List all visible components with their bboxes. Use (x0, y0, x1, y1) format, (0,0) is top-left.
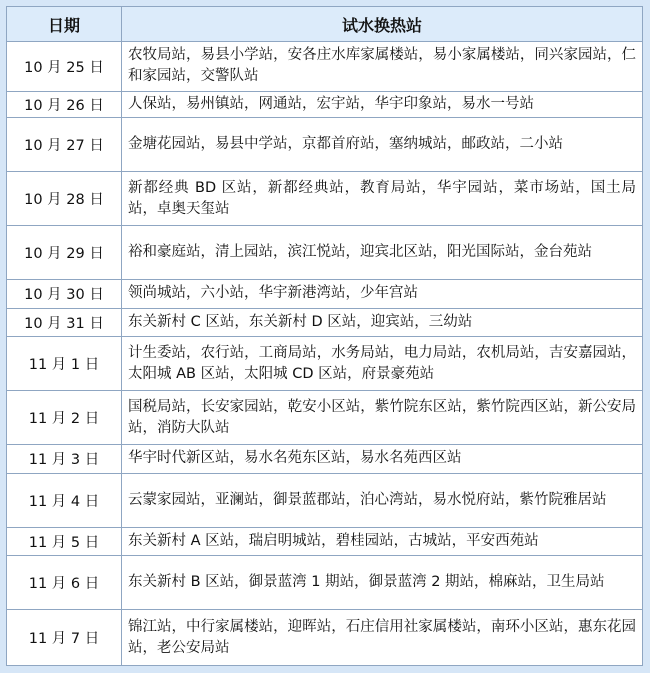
table-row (7, 118, 643, 172)
table-row (7, 556, 643, 610)
row-stations: 云蒙家园站，亚澜站，御景蓝郡站，泊心湾站，易水悦府站，紫竹院雅居站 (122, 473, 643, 527)
row-date: 11 月 1 日 (7, 337, 122, 391)
row-stations: 东关新村 A 区站，瑞启明城站，碧桂园站，古城站，平安西苑站 (122, 527, 643, 556)
row-stations: 裕和豪庭站，清上园站，滨江悦站，迎宾北区站，阳光国际站，金台苑站 (122, 225, 643, 279)
column-header-date: 日期 (7, 7, 122, 42)
row-date: 10 月 25 日 (7, 42, 122, 92)
row-stations: 东关新村 C 区站，东关新村 D 区站，迎宾站，三幼站 (122, 308, 643, 337)
row-stations: 领尚城站，六小站，华宇新港湾站，少年宫站 (122, 279, 643, 308)
row-date: 10 月 27 日 (7, 118, 122, 172)
row-date: 11 月 5 日 (7, 527, 122, 556)
row-date: 10 月 31 日 (7, 308, 122, 337)
table-row (7, 391, 643, 445)
row-date: 11 月 6 日 (7, 556, 122, 610)
row-stations: 新都经典 BD 区站，新都经典站，教育局站，华宇园站，菜市场站，国土局站，卓奥天玺站 (122, 172, 643, 226)
row-stations: 东关新村 B 区站，御景蓝湾 1 期站，御景蓝湾 2 期站，棉麻站，卫生局站 (122, 556, 643, 610)
table-header-row (7, 7, 643, 42)
row-date: 11 月 2 日 (7, 391, 122, 445)
row-stations: 锦江站，中行家属楼站，迎晖站，石庄信用社家属楼站，南环小区站，惠东花园站，老公安局站 (122, 610, 643, 666)
column-header-stations: 试水换热站 (122, 7, 643, 42)
table-row (7, 444, 643, 473)
schedule-panel (6, 6, 643, 666)
row-stations: 金塘花园站，易县中学站，京都首府站，塞纳城站，邮政站，二小站 (122, 118, 643, 172)
table-row (7, 610, 643, 666)
row-date: 11 月 4 日 (7, 473, 122, 527)
table-row (7, 279, 643, 308)
table-row (7, 172, 643, 226)
row-stations: 人保站，易州镇站，网通站，宏宇站，华宇印象站，易水一号站 (122, 91, 643, 118)
table-row (7, 225, 643, 279)
table-row (7, 527, 643, 556)
table-row (7, 308, 643, 337)
table-row (7, 337, 643, 391)
row-date: 11 月 3 日 (7, 444, 122, 473)
row-date: 10 月 26 日 (7, 91, 122, 118)
row-date: 10 月 29 日 (7, 225, 122, 279)
table-row (7, 42, 643, 92)
row-stations: 国税局站，长安家园站，乾安小区站，紫竹院东区站，紫竹院西区站，新公安局站，消防大队站 (122, 391, 643, 445)
row-date: 10 月 28 日 (7, 172, 122, 226)
row-date: 10 月 30 日 (7, 279, 122, 308)
row-date: 11 月 7 日 (7, 610, 122, 666)
row-stations: 华宇时代新区站，易水名苑东区站，易水名苑西区站 (122, 444, 643, 473)
row-stations: 计生委站，农行站，工商局站，水务局站，电力局站，农机局站，吉安嘉园站，太阳城 AB 区站，太阳城 CD 区站，府景豪苑站 (122, 337, 643, 391)
table-row (7, 91, 643, 118)
heat-station-schedule-table (6, 6, 643, 666)
table-row (7, 473, 643, 527)
row-stations: 农牧局站，易县小学站，安各庄水库家属楼站，易小家属楼站，同兴家园站，仁和家园站，交警队站 (122, 42, 643, 92)
